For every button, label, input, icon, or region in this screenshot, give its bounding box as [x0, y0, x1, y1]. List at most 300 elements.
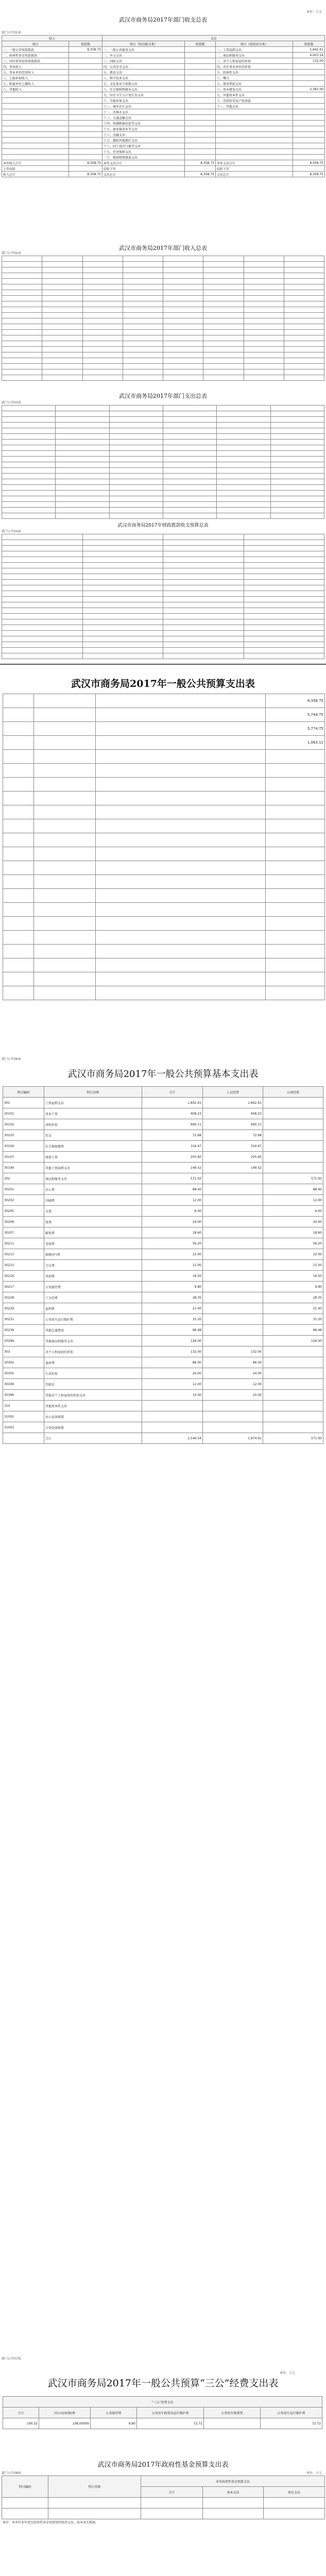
- table-cell: [203, 1238, 263, 1249]
- table-cell: 1,063.11: [266, 736, 325, 750]
- table-row: [3, 1282, 323, 1292]
- table-cell: [82, 347, 123, 352]
- table-cell: 结转下年: [102, 166, 185, 172]
- table-cell: [69, 64, 102, 70]
- table-row: [2, 352, 324, 358]
- table-cell: [163, 324, 203, 330]
- table-row: [3, 1119, 323, 1130]
- table-cell: [56, 474, 109, 479]
- table-cell: [82, 557, 163, 563]
- table-cell: [123, 369, 163, 375]
- table-cell: [2, 121, 69, 126]
- table-cell: [244, 648, 324, 653]
- table-cell: [203, 273, 244, 279]
- table-cell: [2, 296, 42, 301]
- table-cell: [42, 364, 82, 369]
- table-cell: [56, 440, 109, 445]
- table-cell: 1,842.61: [203, 1098, 263, 1108]
- table-cell: [244, 608, 324, 614]
- table-cell: [2, 358, 42, 364]
- table-cell: [163, 347, 203, 352]
- table-cell: [82, 636, 163, 642]
- table-cell: 水费: [44, 1206, 142, 1217]
- table-row: [3, 1292, 323, 1303]
- col-abroad: 因公出国(境)费: [39, 2407, 91, 2418]
- table-cell: 56.20: [142, 1238, 203, 1249]
- table-cell: [2, 330, 42, 335]
- table-cell: 十三、交通运输支出: [102, 115, 185, 121]
- table-cell: [2, 491, 56, 496]
- table-cell: [263, 1357, 323, 1368]
- table-cell: [123, 256, 163, 262]
- table-cell: 30215: [3, 1260, 44, 1271]
- table-row: [2, 81, 325, 87]
- table-cell: [203, 1227, 263, 1238]
- table-cell: [244, 318, 284, 324]
- table-cell: 结转下年: [216, 166, 293, 172]
- table-cell: [293, 126, 325, 132]
- table-cell: 二、商品和服务支出: [216, 53, 293, 58]
- table-cell: [82, 262, 123, 267]
- col-econ: 项目（按经济分类）: [216, 41, 293, 47]
- table-cell: [96, 889, 266, 903]
- table-cell: 合计: [44, 1433, 142, 1444]
- table-cell: [96, 931, 266, 945]
- table-row: [3, 1238, 323, 1249]
- table-row: [2, 375, 324, 381]
- table-cell: [2, 451, 56, 457]
- table-cell: [284, 256, 324, 262]
- table-cell: [56, 417, 109, 423]
- table-cell: [270, 485, 324, 491]
- table-cell: 奖金: [44, 1130, 142, 1141]
- page-title: 武汉市商务局2017年部门收支总表: [119, 16, 207, 23]
- table-cell: [217, 406, 270, 411]
- table-cell: 十九、住房保障支出: [102, 149, 185, 155]
- table-cell: [163, 284, 203, 290]
- table-cell: [82, 313, 123, 318]
- table-cell: [163, 330, 203, 335]
- table-cell: [3, 778, 34, 792]
- table-cell: [2, 256, 42, 262]
- table-cell: 公务接待费: [44, 1282, 142, 1292]
- table-row: [2, 347, 324, 352]
- table-cell: [203, 1336, 263, 1346]
- table-cell: [82, 580, 163, 585]
- table-cell: 408.23: [203, 1108, 263, 1119]
- unit-label: 单位：万元: [306, 2471, 322, 2475]
- table-row: [3, 1173, 323, 1184]
- table-cell: 30399: [3, 1390, 44, 1401]
- table-cell: [266, 945, 325, 958]
- table-cell: [203, 1195, 263, 1206]
- table-cell: [69, 87, 102, 92]
- table-row: [2, 608, 324, 614]
- table-row: [2, 132, 325, 138]
- table-cell: [163, 457, 216, 462]
- table-cell: [2, 508, 56, 513]
- col-name: 科目名称: [48, 2476, 141, 2498]
- table-cell: 24.00: [203, 1368, 263, 1379]
- table-cell: [2, 155, 69, 160]
- table-label: 部门公开08表: [2, 2471, 21, 2475]
- table-cell: 690.11: [142, 1119, 203, 1130]
- table-cell: 其他对个人和家庭的补助支出: [44, 1390, 142, 1401]
- table-cell: 印刷费: [44, 1195, 142, 1206]
- table-cell: [270, 491, 324, 496]
- table-cell: [217, 513, 270, 519]
- page-title: 武汉市商务局2017年一般公共预算“三公”经费支出表: [47, 2378, 279, 2389]
- table-cell: 基本工资: [44, 1108, 142, 1119]
- table-cell: [203, 267, 244, 273]
- table-cell: [244, 568, 324, 574]
- table-cell: [82, 546, 163, 551]
- table-cell: [142, 1422, 203, 1433]
- table-cell: [163, 642, 244, 648]
- table-cell: 一、工资福利支出: [216, 47, 293, 53]
- table-cell: 30101: [3, 1108, 44, 1119]
- table-cell: [163, 614, 244, 619]
- table-cell: [2, 608, 83, 614]
- table-cell: [203, 1206, 263, 1217]
- table-cell: [185, 132, 216, 138]
- table-cell: [96, 694, 266, 708]
- table-cell: [163, 434, 216, 440]
- table-row: [3, 764, 325, 778]
- table-cell: [109, 496, 163, 502]
- table-cell: [217, 474, 270, 479]
- table-cell: [284, 290, 324, 296]
- table-cell: [203, 1184, 263, 1195]
- table-cell: [270, 468, 324, 474]
- table-cell: 72.68: [142, 1130, 203, 1141]
- table-row: [3, 945, 325, 958]
- table-cell: 30206: [3, 1217, 44, 1227]
- table-cell: 其他资本性支出: [44, 1401, 142, 1411]
- table-cell: [82, 597, 163, 602]
- table-cell: [217, 468, 270, 474]
- table-cell: 30228: [3, 1292, 44, 1303]
- table-row: [2, 369, 324, 375]
- table-row: [3, 847, 325, 861]
- table-row: [3, 958, 325, 972]
- col-code: 科目编码: [3, 1087, 44, 1098]
- table-cell: [96, 736, 266, 750]
- table-cell: [244, 267, 284, 273]
- table-cell: [123, 301, 163, 307]
- table-cell: [42, 296, 82, 301]
- table-cell: [270, 411, 324, 417]
- table-cell: [266, 931, 325, 945]
- table-cell: [34, 819, 96, 833]
- table-cell: 本年收入合计: [2, 160, 69, 166]
- table-cell: [96, 972, 266, 986]
- table-cell: [82, 341, 123, 347]
- table-cell: [244, 636, 324, 642]
- table-row: [3, 1206, 323, 1217]
- table-cell: [3, 750, 34, 764]
- table-cell: 30107: [3, 1152, 44, 1163]
- table-cell: [96, 861, 266, 875]
- table-cell: [2, 92, 69, 98]
- table-cell: [3, 986, 34, 1000]
- table-row: [2, 580, 324, 585]
- table-cell: [203, 313, 244, 318]
- table-cell: [216, 155, 293, 160]
- table-row: [3, 1098, 323, 1108]
- table-cell: [163, 445, 216, 451]
- table-row: [3, 708, 325, 722]
- table-cell: 30305: [3, 1368, 44, 1379]
- table-cell: [163, 352, 203, 358]
- table-cell: [2, 279, 42, 284]
- table-cell: [163, 262, 203, 267]
- table-cell: [203, 1292, 263, 1303]
- table-cell: 十、节能环保支出: [102, 98, 185, 104]
- table-cell: 12.00: [142, 1379, 203, 1390]
- table-cell: [163, 273, 203, 279]
- table-cell: [244, 653, 324, 659]
- section-expense-table: [0, 392, 326, 526]
- page-title: 武汉市商务局2017年部门支出总表: [119, 393, 207, 399]
- table-cell: 8,358.75: [69, 160, 102, 166]
- table-cell: [42, 313, 82, 318]
- table-cell: [217, 451, 270, 457]
- page-title: 武汉市商务局2017年一般公共预算支出表: [71, 678, 255, 689]
- table-cell: [163, 279, 203, 284]
- table-cell: [56, 434, 109, 440]
- table-cell: 工会经费: [44, 1292, 142, 1303]
- table-cell: [2, 462, 56, 468]
- table-cell: [42, 301, 82, 307]
- table-cell: [263, 1098, 323, 1108]
- table-row: [3, 1336, 323, 1346]
- table-cell: [217, 502, 270, 508]
- table-cell: [69, 143, 102, 149]
- table-cell: [266, 764, 325, 778]
- col-vehicle-maint: 公务用车运行维护费: [261, 2407, 322, 2418]
- table-cell: 八、其他收入: [2, 87, 69, 92]
- unit-label: 单位：万元: [306, 10, 322, 14]
- table-cell: [217, 496, 270, 502]
- col-budget: 预算数: [185, 41, 216, 47]
- table-cell: [34, 958, 96, 972]
- table-row: [2, 341, 324, 347]
- table-row: [2, 636, 324, 642]
- table-row: [2, 440, 324, 445]
- table-cell: [2, 341, 42, 347]
- table-row: [2, 457, 324, 462]
- table-cell: [56, 428, 109, 434]
- table-cell: 132.00: [293, 58, 325, 64]
- table-cell: 办公设备购置: [44, 1411, 142, 1422]
- table-cell: [69, 81, 102, 87]
- table-cell: [203, 1217, 263, 1227]
- table-cell: [82, 534, 163, 540]
- table-row: [2, 64, 325, 70]
- table-cell: [244, 284, 284, 290]
- table-cell: [2, 591, 83, 597]
- table-cell: 退休费: [44, 1357, 142, 1368]
- table-cell: [163, 551, 244, 557]
- table-cell: [2, 585, 83, 591]
- table-cell: [185, 126, 216, 132]
- table-cell: [2, 557, 83, 563]
- table-cell: [203, 1314, 263, 1325]
- table-cell: 30207: [3, 1227, 44, 1238]
- table-cell: [244, 563, 324, 568]
- table-cell: 30202: [3, 1195, 44, 1206]
- table-row: [2, 290, 324, 296]
- table-cell: [2, 474, 56, 479]
- table-cell: [163, 301, 203, 307]
- table-cell: [69, 98, 102, 104]
- table-cell: 56.20: [263, 1238, 323, 1249]
- table-cell: [56, 445, 109, 451]
- table-cell: [293, 155, 325, 160]
- table-cell: 86.00: [142, 1357, 203, 1368]
- table-cell: [56, 496, 109, 502]
- table-row: [3, 1249, 323, 1260]
- table-row: [3, 1130, 323, 1141]
- table-cell: [270, 457, 324, 462]
- table-row: [2, 451, 324, 457]
- table-cell: [263, 1422, 323, 1433]
- table-cell: [270, 462, 324, 468]
- table-cell: [123, 358, 163, 364]
- table-cell: [109, 440, 163, 445]
- table-cell: [3, 736, 34, 750]
- table-cell: 132.00: [203, 1346, 263, 1357]
- table-cell: [244, 358, 284, 364]
- table-cell: 四、事业收入: [2, 64, 69, 70]
- table-cell: [109, 406, 163, 411]
- table-label: 部门公开01表: [2, 31, 21, 35]
- table-row: [2, 155, 325, 160]
- table-cell: [293, 166, 325, 172]
- table-cell: 88.40: [142, 1184, 203, 1195]
- table-cell: [69, 155, 102, 160]
- col-budget: 预算数: [69, 41, 102, 47]
- table-cell: [270, 474, 324, 479]
- table-cell: 571.93: [263, 1173, 323, 1184]
- table-cell: [284, 375, 324, 381]
- table-cell: 十四、资源勘探信息等支出: [102, 121, 185, 126]
- table-cell: [34, 945, 96, 958]
- table-cell: [109, 451, 163, 457]
- table-cell: [34, 805, 96, 819]
- table-cell: [203, 330, 244, 335]
- table-cell: 10.00: [203, 1390, 263, 1401]
- table-cell: 奖励金: [44, 1379, 142, 1390]
- table-cell: [217, 411, 270, 417]
- table-cell: [163, 364, 203, 369]
- table-cell: [185, 47, 216, 53]
- table-cell: [266, 847, 325, 861]
- table-cell: [69, 138, 102, 143]
- table-row: [2, 358, 324, 364]
- section-general-budget: [0, 664, 326, 1024]
- table-row: [2, 406, 324, 411]
- table-cell: [3, 903, 34, 917]
- table-cell: [284, 313, 324, 318]
- table-cell: [123, 279, 163, 284]
- table-cell: [69, 70, 102, 75]
- table-cell: 1,974.61: [203, 1433, 263, 1444]
- table-row: [2, 540, 324, 546]
- table-cell: [163, 428, 216, 434]
- table-cell: [203, 352, 244, 358]
- table-cell: 30216: [3, 1271, 44, 1282]
- table-row: [2, 53, 325, 58]
- table-cell: [2, 324, 42, 330]
- table-row: [3, 1433, 323, 1444]
- col-basic: 基本支出: [203, 2487, 264, 2498]
- table-cell: [96, 805, 266, 819]
- table-cell: 2,546.54: [142, 1433, 203, 1444]
- table-cell: 三、国有资本经营预算拨款: [2, 58, 69, 64]
- table-cell: 30102: [3, 1119, 44, 1130]
- table-cell: [42, 267, 82, 273]
- table-cell: [42, 341, 82, 347]
- table-cell: [123, 267, 163, 273]
- table-cell: [42, 279, 82, 284]
- table-cell: [203, 1401, 263, 1411]
- table-cell: [163, 417, 216, 423]
- table-cell: 上年结转: [2, 166, 69, 172]
- table-cell: [56, 411, 109, 417]
- table-cell: [244, 347, 284, 352]
- table-cell: 9.80: [142, 1282, 203, 1292]
- table-cell: [34, 903, 96, 917]
- table-cell: [34, 736, 96, 750]
- table-cell: 30211: [3, 1238, 44, 1249]
- table-cell: [163, 341, 203, 347]
- table-cell: [42, 262, 82, 267]
- table-cell: [244, 642, 324, 648]
- table-cell: [69, 109, 102, 115]
- table-cell: [2, 352, 42, 358]
- table-cell: 22.00: [263, 1249, 323, 1260]
- table-cell: 生活补助: [44, 1368, 142, 1379]
- table-cell: [185, 75, 216, 81]
- table-cell: [163, 513, 216, 519]
- table-row: [2, 653, 324, 659]
- table-cell: [3, 958, 34, 972]
- table-cell: [244, 307, 284, 313]
- table-cell: [2, 347, 42, 352]
- page-title: 武汉市商务局2017年政府性基金预算支出表: [97, 2461, 229, 2469]
- table-cell: [185, 53, 216, 58]
- col-project: 项目支出: [264, 2487, 325, 2498]
- table-cell: [82, 279, 123, 284]
- table-cell: [163, 440, 216, 445]
- table-cell: [2, 434, 56, 440]
- table-cell: [270, 502, 324, 508]
- table-cell: [2, 307, 42, 313]
- table-row: [2, 262, 324, 267]
- table-cell: [3, 889, 34, 903]
- table-cell: 会议费: [44, 1260, 142, 1271]
- table-cell: 316.47: [203, 1141, 263, 1152]
- table-cell: [82, 318, 123, 324]
- table-cell: [217, 485, 270, 491]
- table-cell: [244, 631, 324, 636]
- table-cell: [34, 792, 96, 805]
- table-cell: [3, 861, 34, 875]
- table-cell: [163, 557, 244, 563]
- table-cell: 十一、城乡社区支出: [102, 104, 185, 109]
